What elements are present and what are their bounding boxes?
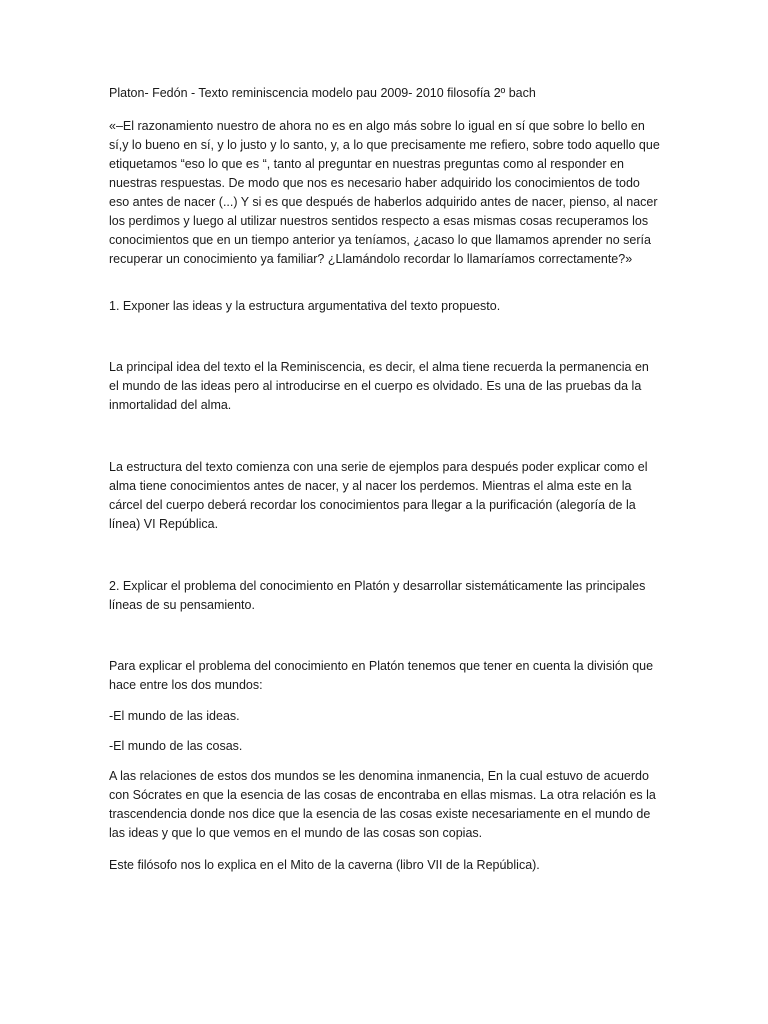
document-title: Platon- Fedón - Texto reminiscencia modelo pau 2009- 2010 filosofía 2º bach xyxy=(109,86,536,100)
answer-2-cave: Este filósofo nos lo explica en el Mito de la caverna (libro VII de la República). xyxy=(109,858,540,872)
answer-2-intro: Para explicar el problema del conocimiento en Platón tenemos que tener en cuenta la división que hace entre los dos mundos: xyxy=(109,659,654,692)
question-2: 2. Explicar el problema del conocimiento en Platón y desarrollar sistemáticamente las principales líneas de su pensamiento. xyxy=(109,579,646,612)
answer-1-main-idea: La principal idea del texto el la Reminiscencia, es decir, el alma tiene recuerda la permanencia en el mundo de las ideas pero al introducirse en el cuerpo es olvidado. Es una de las pruebas da la inmortalidad del alma. xyxy=(109,360,649,412)
answer-2-relations: A las relaciones de estos dos mundos se les denomina inmanencia, En la cual estuvo de acuerdo con Sócrates en que la esencia de las cosas de encontraba en ellas mismas. La otra relación es la trascendencia donde nos dice que la esencia de las cosas existe necesariamente en el mundo de las ideas y que lo que vemos en el mundo de las cosas son copias. xyxy=(109,769,656,840)
list-item-ideas: -El mundo de las ideas. xyxy=(109,709,240,723)
list-item-cosas: -El mundo de las cosas. xyxy=(109,739,243,753)
question-1: 1. Exponer las ideas y la estructura argumentativa del texto propuesto. xyxy=(109,299,501,313)
quote-paragraph: «–El razonamiento nuestro de ahora no es en algo más sobre lo igual en sí que sobre lo bello en sí,y lo bueno en sí, y lo justo y lo santo, y, a lo que precisamente me refiero, sobre todo aquello que etiquetamos “eso lo que es “, tanto al preguntar en nuestras preguntas como al responder en nuestras respuestas. De modo que nos es necesario haber adquirido los conocimientos de todo eso antes de nacer (...) Y si es que después de haberlos adquirido antes de nacer, pienso, al nacer los perdimos y luego al utilizar nuestros sentidos respecto a esas mismas cosas recuperamos los conocimientos que en un tiempo anterior ya teníamos, ¿acaso lo que llamamos aprender no sería recuperar un conocimiento ya familiar? ¿Llamándolo recordar lo llamaríamos correctamente?» xyxy=(109,119,660,266)
answer-1-structure: La estructura del texto comienza con una serie de ejemplos para después poder explicar como el alma tiene conocimientos antes de nacer, y al nacer los perdemos. Mientras el alma este en la cárcel del cuerpo deberá recordar los conocimientos para llegar a la purificación (alegoría de la línea) VI República. xyxy=(109,460,648,531)
